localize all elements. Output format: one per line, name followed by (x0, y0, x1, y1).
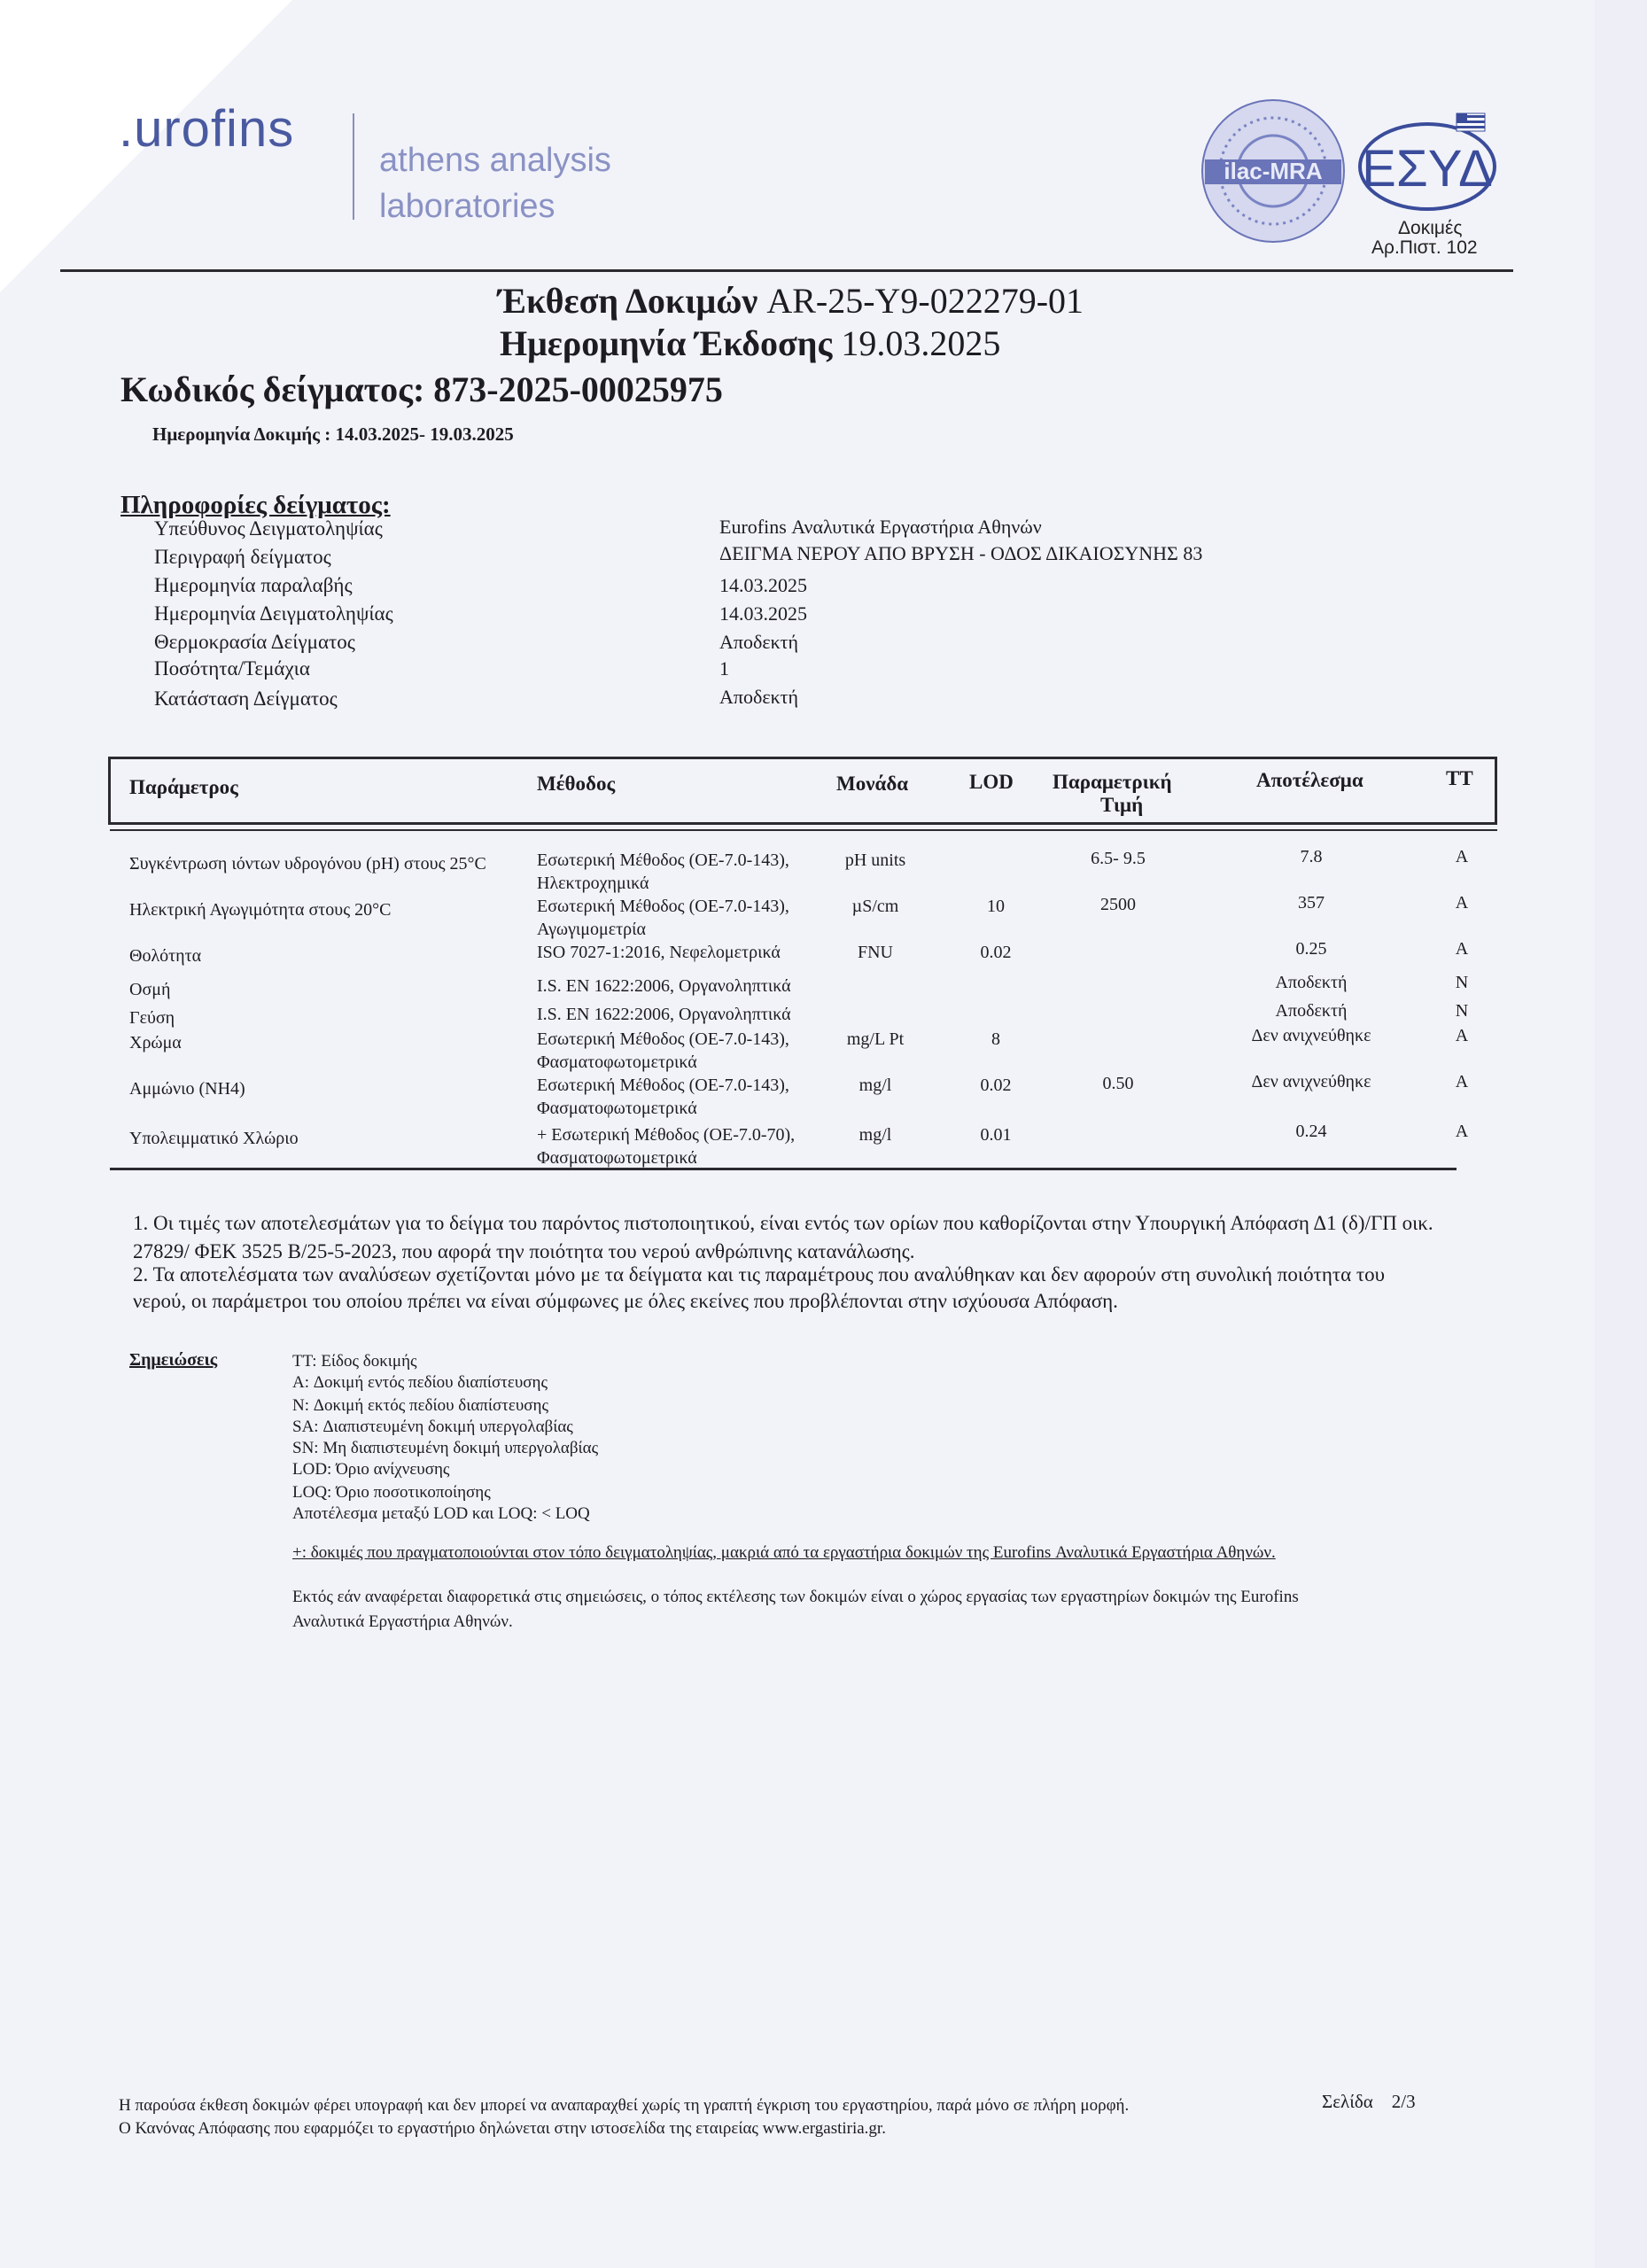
result-lod: 10 (987, 897, 1005, 916)
note-2-line1: 2. Τα αποτελέσματα των αναλύσεων σχετίζονται μόνο με τα δείγματα και τις παραμέτρους που αναλύθηκαν και δεν αφορούν στη συνολική ποιότητα του (133, 1263, 1386, 1285)
result-lod: 0.02 (980, 1076, 1012, 1095)
result-lod: 0.02 (980, 943, 1012, 962)
legend-item: Αποτέλεσμα μεταξύ LOD και LOQ: < LOQ (292, 1504, 590, 1523)
footer-line2: Ο Κανόνας Απόφασης που εφαρμόζει το εργαστήριο δηλώνεται στην ιστοσελίδα της εταιρείας www.ergastiria.gr. (119, 2119, 886, 2138)
result-unit: mg/l (858, 1076, 892, 1095)
result-value: 0.25 (1295, 939, 1327, 959)
result-method: ISO 7027-1:2016, Νεφελομετρικά (537, 943, 781, 962)
legend-item: N: Δοκιμή εκτός πεδίου διαπίστευσης (292, 1396, 548, 1415)
sample-info-heading: Πληροφορίες δείγματος: (120, 491, 391, 519)
result-parameter: Οσμή (129, 980, 171, 999)
result-unit: mg/L Pt (846, 1029, 905, 1049)
sample-info-label: Ημερομηνία παραλαβής (154, 574, 353, 596)
result-test-type: N (1455, 1001, 1469, 1021)
result-parameter: Χρώμα (129, 1033, 182, 1052)
sample-info-label: Κατάσταση Δείγματος (154, 687, 338, 710)
result-method: Εσωτερική Μέθοδος (ΟΕ-7.0-143), (537, 1076, 789, 1095)
sample-info-value: Eurofins Αναλυτικά Εργαστήρια Αθηνών (719, 516, 1042, 538)
col-header-lod: LOD (969, 771, 1014, 793)
sample-info-label: Περιγραφή δείγματος (154, 546, 331, 568)
result-method: Εσωτερική Μέθοδος (ΟΕ-7.0-143), (537, 897, 789, 916)
result-method: Εσωτερική Μέθοδος (ΟΕ-7.0-143), (537, 850, 789, 870)
sample-info-label: Ποσότητα/Τεμάχια (154, 657, 310, 680)
sample-info-value: ΔΕΙΓΜΑ ΝΕΡΟΥ ΑΠΟ ΒΡΥΣΗ - ΟΔΟΣ ΔΙΚΑΙΟΣΥΝΗΣ 83 (719, 542, 1203, 564)
logo-subtitle-line2: laboratories (379, 188, 555, 225)
result-parametric-value: 6.5- 9.5 (1091, 849, 1146, 868)
result-method: I.S. EN 1622:2006, Οργανοληπτικά (537, 976, 791, 996)
table-bottom-rule (110, 1168, 1457, 1170)
col-header-param-value: Παραμετρική (1053, 771, 1172, 793)
result-value: Δεν ανιχνεύθηκε (1251, 1072, 1371, 1091)
legend-item: SN: Μη διαπιστευμένη δοκιμή υπεργολαβίας (292, 1439, 599, 1457)
result-lod: 0.01 (980, 1125, 1012, 1145)
result-value: 357 (1298, 893, 1325, 913)
table-header-rule (110, 829, 1497, 831)
result-test-type: A (1455, 1026, 1469, 1045)
result-parametric-value: 0.50 (1102, 1074, 1134, 1093)
sample-info-label: Θερμοκρασία Δείγματος (154, 631, 355, 653)
result-method-line2: Φασματοφωτομετρικά (537, 1148, 697, 1168)
header-rule (60, 269, 1513, 272)
legend-item: SA: Διαπιστευμένη δοκιμή υπεργολαβίας (292, 1418, 573, 1436)
subcontract-note: +: δοκιμές που πραγματοποιούνται στον τόπο δειγματοληψίας, μακριά από τα εργαστήρια δοκιμών της Eurofins Αναλυτικά Εργαστήρια Αθηνών. (292, 1543, 1276, 1562)
page-label: Σελίδα 2/3 (1322, 2091, 1416, 2112)
result-parameter: Γεύση (129, 1008, 175, 1028)
result-value: 0.24 (1295, 1122, 1327, 1141)
logo-subtitle-line1: athens analysis (379, 142, 611, 179)
result-test-type: A (1455, 1072, 1469, 1091)
result-parameter: Ηλεκτρική Αγωγιμότητα στους 20°C (129, 900, 392, 920)
legend-item: LOD: Όριο ανίχνευσης (292, 1460, 450, 1479)
logo-divider (353, 113, 354, 220)
sample-info-value: 14.03.2025 (719, 574, 807, 596)
legend-item: ΤΤ: Είδος δοκιμής (292, 1352, 417, 1371)
sample-code: Κωδικός δείγματος: 873-2025-00025975 (120, 369, 723, 409)
accreditation-number: Αρ.Πιστ. 102 (1371, 237, 1478, 258)
col-header-unit: Μονάδα (836, 773, 909, 795)
result-test-type: A (1455, 939, 1469, 959)
result-value: Αποδεκτή (1275, 973, 1348, 992)
result-lod: 8 (991, 1029, 1000, 1049)
accreditation-label: Δοκιμές (1398, 218, 1463, 238)
result-method-line2: Φασματοφωτομετρικά (537, 1099, 697, 1118)
result-test-type: N (1455, 973, 1469, 992)
result-method-line2: Αγωγιμομετρία (537, 920, 647, 939)
sample-info-value: 1 (719, 657, 729, 680)
legend-item: LOQ: Όριο ποσοτικοποίησης (292, 1483, 491, 1502)
issue-date: Ημερομηνία Έκδοσης 19.03.2025 (500, 323, 1001, 363)
ilac-mra-seal-icon (1198, 96, 1348, 246)
esyd-logo-icon (1356, 110, 1499, 216)
result-parametric-value: 2500 (1100, 895, 1136, 914)
location-note-line1: Εκτός εάν αναφέρεται διαφορετικά στις σημειώσεις, ο τόπος εκτέλεσης των δοκιμών είναι ο χώρος εργασίας των εργαστηρίων δοκιμών της Eurofins (292, 1588, 1299, 1606)
result-method: Εσωτερική Μέθοδος (ΟΕ-7.0-143), (537, 1029, 789, 1049)
result-test-type: A (1455, 893, 1469, 913)
result-unit: µS/cm (851, 897, 899, 916)
col-header-parameter: Παράμετρος (129, 776, 238, 798)
sample-info-label: Ημερομηνία Δειγματοληψίας (154, 602, 393, 625)
result-parameter: Υπολειμματικό Χλώριο (129, 1129, 299, 1148)
note-1-line1: 1. Οι τιμές των αποτελεσμάτων για το δείγμα του παρόντος πιστοποιητικού, είναι εντός των ορίων που καθορίζονται στην Υπουργική Απόφαση Δ1 (δ)/ΓΠ οικ. (133, 1212, 1433, 1234)
esyd-logo-text: ΕΣΥΔ (1362, 140, 1493, 198)
sample-info-value: 14.03.2025 (719, 602, 807, 625)
col-header-method: Μέθοδος (537, 773, 616, 795)
result-unit: FNU (857, 943, 894, 962)
sample-info-value: Αποδεκτή (719, 631, 799, 653)
legend-item: A: Δοκιμή εντός πεδίου διαπίστευσης (292, 1373, 548, 1392)
eurofins-logo: .urofins (119, 100, 295, 158)
col-header-tt: ΤΤ (1446, 767, 1473, 789)
sample-info-label: Υπεύθυνος Δειγματοληψίας (154, 517, 383, 540)
note-1-line2: 27829/ ΦΕΚ 3525 Β/25-5-2023, που αφορά την ποιότητα του νερού ανθρώπινης κατανάλωσης. (133, 1240, 915, 1262)
result-value: Αποδεκτή (1275, 1001, 1348, 1021)
result-method: + Εσωτερική Μέθοδος (ΟΕ-7.0-70), (537, 1125, 796, 1145)
report-title: Έκθεση Δοκιμών AR-25-Y9-022279-01 (498, 281, 1084, 321)
result-method: I.S. EN 1622:2006, Οργανοληπτικά (537, 1005, 791, 1024)
result-method-line2: Φασματοφωτομετρικά (537, 1052, 697, 1072)
footer-line1: Η παρούσα έκθεση δοκιμών φέρει υπογραφή και δεν μπορεί να αναπαραχθεί χωρίς τη γραπτή έγκριση του εργαστηρίου, παρά μόνο σε πλήρη μορφή. (119, 2096, 1130, 2115)
result-value: Δεν ανιχνεύθηκε (1251, 1026, 1371, 1045)
sample-info-value: Αποδεκτή (719, 686, 799, 708)
result-test-type: A (1455, 1122, 1469, 1141)
ilac-seal-text: ilac-MRA (1224, 158, 1323, 184)
result-test-type: A (1455, 847, 1469, 866)
result-parameter: Συγκέντρωση ιόντων υδρογόνου (pH) στους 25°C (129, 854, 486, 874)
result-value: 7.8 (1300, 847, 1323, 866)
result-method-line2: Ηλεκτροχημικά (537, 874, 649, 893)
test-date: Ημερομηνία Δοκιμής : 14.03.2025- 19.03.2025 (152, 423, 514, 445)
result-unit: mg/l (858, 1125, 892, 1145)
col-header-result: Αποτέλεσμα (1256, 769, 1363, 791)
result-unit: pH units (844, 850, 906, 870)
col-header-param-value-line2: Τιμή (1100, 794, 1144, 816)
result-parameter: Θολότητα (129, 946, 202, 966)
remarks-label: Σημειώσεις (129, 1350, 218, 1370)
result-parameter: Αμμώνιο (NH4) (129, 1079, 245, 1099)
note-2-line2: νερού, οι παράμετροι του οποίου πρέπει να είναι σύμφωνες με όλες εκείνες που προβλέπονται στην ισχύουσα Απόφαση. (133, 1290, 1118, 1312)
location-note-line2: Αναλυτικά Εργαστήρια Αθηνών. (292, 1612, 513, 1631)
